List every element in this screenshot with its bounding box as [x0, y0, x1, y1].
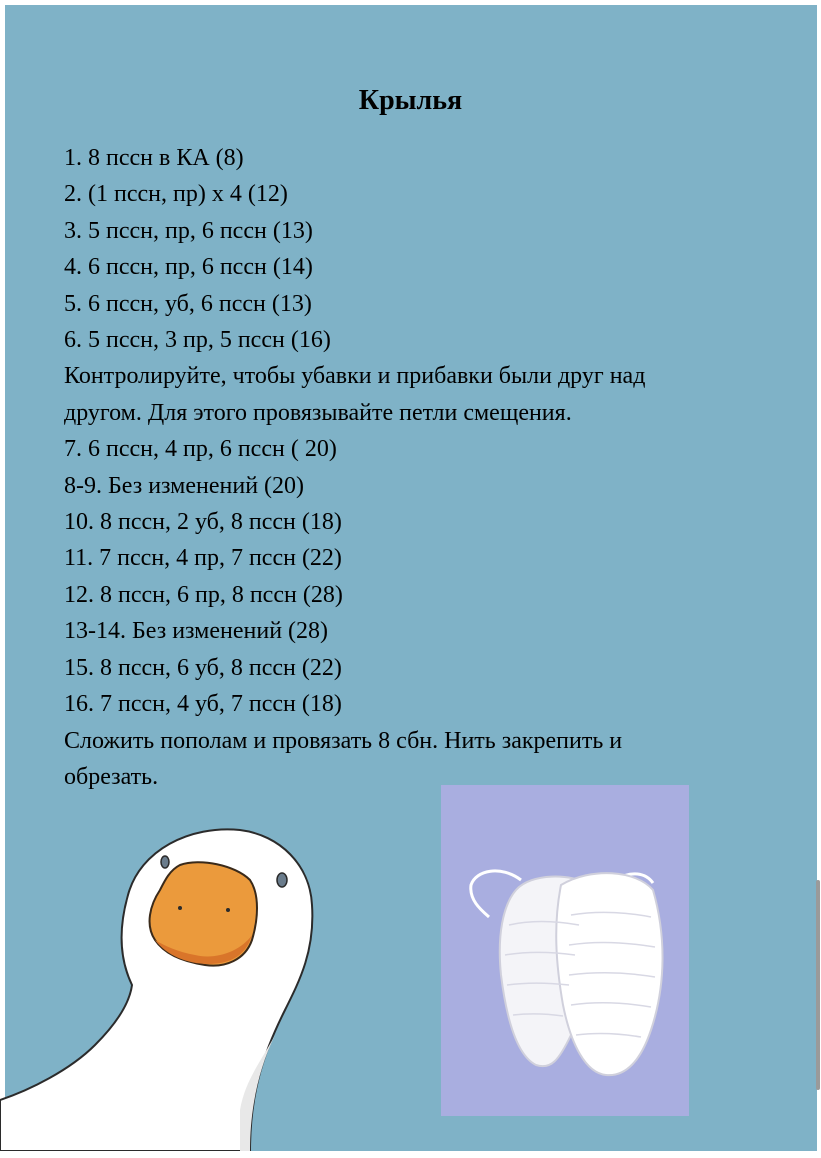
- goose-eye-left: [161, 856, 169, 868]
- instruction-line: 12. 8 пссн, 6 пр, 8 пссн (28): [64, 581, 343, 608]
- instruction-line: 13-14. Без изменений (28): [64, 618, 329, 645]
- instruction-line: 7. 6 пссн, 4 пр, 6 пссн ( 20): [64, 436, 337, 463]
- instruction-line: 8-9. Без изменений (20): [64, 472, 305, 499]
- instruction-note: Контролируйте, чтобы убавки и прибавки были друг над: [64, 363, 646, 390]
- instruction-line: 1. 8 пссн в КА (8): [64, 145, 244, 171]
- instruction-line: 15. 8 пссн, 6 уб, 8 пссн (22): [64, 654, 342, 681]
- instruction-finish: Сложить пополам и провязать 8 сбн. Нить закрепить и: [64, 727, 623, 754]
- goose-nostril-left: [178, 906, 182, 910]
- instruction-line: 4. 6 пссн, пр, 6 пссн (14): [64, 254, 313, 281]
- pattern-instructions: [64, 140, 764, 795]
- instruction-line: 3. 5 пссн, пр, 6 пссн (13): [64, 217, 313, 244]
- instruction-line: 11. 7 пссн, 4 пр, 7 пссн (22): [64, 545, 342, 572]
- instruction-note: другом. Для этого провязывайте петли смещения.: [64, 399, 572, 426]
- scrollbar[interactable]: [816, 880, 820, 1090]
- goose-illustration: [0, 810, 330, 1151]
- instruction-line: 2. (1 пссн, пр) х 4 (12): [64, 181, 288, 208]
- wing-photo: [441, 785, 689, 1116]
- instruction-line: 16. 7 пссн, 4 уб, 7 пссн (18): [64, 691, 342, 718]
- goose-nostril-right: [226, 908, 230, 912]
- instruction-line: 6. 5 пссн, 3 пр, 5 пссн (16): [64, 327, 331, 354]
- instruction-finish: обрезать.: [64, 763, 159, 790]
- instruction-line: 10. 8 пссн, 2 уб, 8 пссн (18): [64, 509, 342, 536]
- instruction-line: 5. 6 пссн, уб, 6 пссн (13): [64, 290, 312, 317]
- goose-body: [0, 829, 312, 1151]
- page-title: Крылья: [358, 85, 463, 116]
- goose-eye-right: [277, 873, 287, 887]
